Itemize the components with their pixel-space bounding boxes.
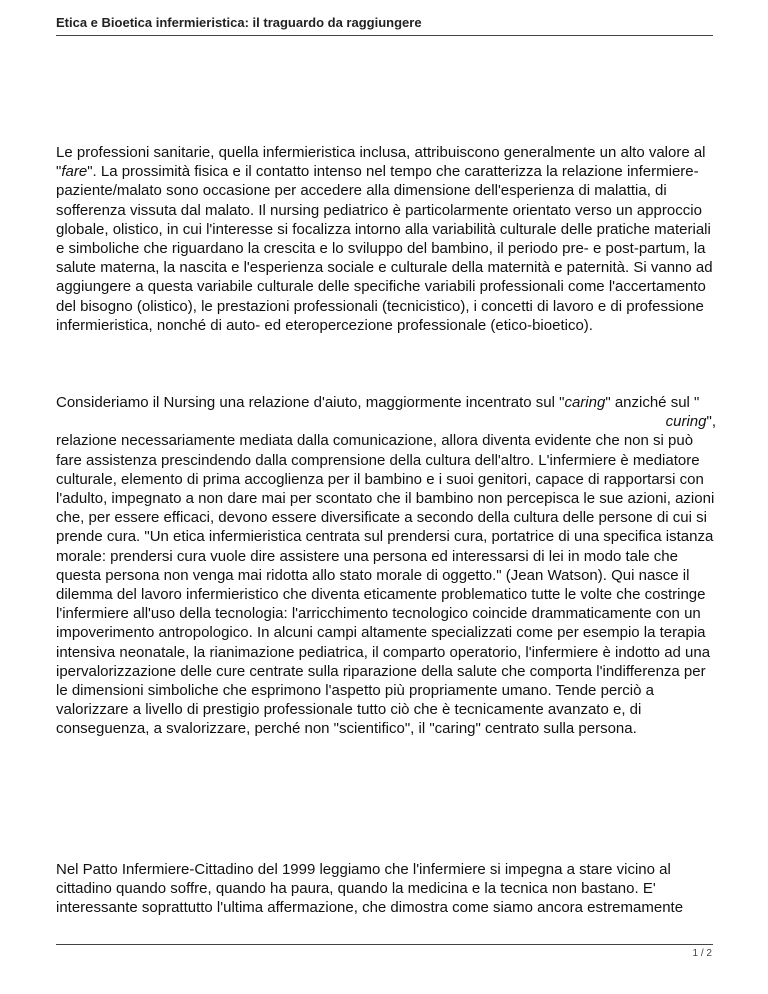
- paragraph-1-text-a: Le professioni sanitarie, quella infermieristica inclusa, attribuiscono generalmente un alto valore al ": [56, 144, 706, 181]
- paragraph-1-text-b: ". La prossimità fisica e il contatto intenso nel tempo che caratterizza la relazione infermiere-paziente/malato sono occasione per accedere alla dimensione dell'esperienza di malattia, di sofferenza vissuta dal malato. Il nursing pediatrico è particolarmente orientato verso un approccio globale, olistico, in cui l'interesse si focalizza intorno alla variabilità culturale delle pratiche materiali e simboliche che riguardano la crescita e lo sviluppo del bambino, il periodo pre- e post-partum, la salute materna, la nascita e l'esperienza sociale e culturale della maternità e paternità. Si vanno ad aggiungere a questa variabile culturale delle specifiche variabili professionali come l'accertamento del bisogno (olistico), le prestazioni professionali (tecnicistico), i concetti di lavoro e di professione infermieristica, nonché di auto- ed eteropercezione professionale (etico-bioetico).: [56, 163, 713, 334]
- paragraph-2-right-line: [56, 412, 716, 431]
- paragraph-2-emphasis-curing: curing: [665, 413, 707, 431]
- header-divider: [56, 35, 713, 36]
- page-title: Etica e Bioetica infermieristica: il traguardo da raggiungere: [56, 15, 422, 30]
- paragraph-2-text-d: relazione necessariamente mediata dalla comunicazione, allora diventa evidente che non si può fare assistenza prescindendo dalla comprensione della cultura dell'altro. L'infermiere è mediatore culturale, elemento di prima accoglienza per il bambino e i suoi genitori, capace di rapportarsi con l'adulto, impegnato a non dare mai per scontato che il bambino non percepisca le sue azioni, azioni che, per essere efficaci, devono essere diversificate a secondo della cultura delle persone di cui si prende cura. "Un etica infermieristica centrata sul prendersi cura, portatrice di una specifica istanza morale: prendersi cura vuole dire assistere una persona ed interessarsi di lei in modo tale che questa persona non venga mai ridotta allo stato morale di oggetto." (Jean Watson). Qui nasce il dilemma del lavoro infermieristico che diventa eticamente problematico tutte le volte che costringe l'infermiere all'uso della tecnologia: l'arricchimento tecnologico coincide drammaticamente con un impoverimento antropologico. In alcuni campi altamente specializzati come per esempio la terapia intensiva neonatale, la rianimazione pediatrica, il comparto operatorio, l'infermiere è indotto ad una ipervalorizzazione delle cure centrate sulla riparazione della salute che comporta l'indifferenza per le dimensioni simboliche che esprimono l'aspetto più propriamente umano. Tende perciò a valorizzare a livello di prestigio professionale tutto ciò che è tecnicamente avanzato e, di conseguenza, a svalorizzare, perché non "scientifico", il "caring" centrato sulla persona.: [56, 432, 715, 738]
- paragraph-3: Nel Patto Infermiere-Cittadino del 1999 leggiamo che l'infermiere si impegna a stare vicino al cittadino quando soffre, quando ha paura, quando la medicina e la tecnica non bastano. E' interessante soprattutto l'ultima affermazione, che dimostra come siamo ancora estremamente: [56, 861, 684, 917]
- paragraph-2-emphasis-caring: caring: [564, 394, 606, 411]
- page-number: 1 / 2: [692, 948, 712, 959]
- paragraph-2: [56, 393, 716, 739]
- paragraph-2-text-b: " anziché sul ": [605, 394, 700, 411]
- paragraph-1-emphasis: fare: [61, 163, 88, 181]
- paragraph-2-text-c: ",: [706, 413, 716, 431]
- paragraph-2-text-a: Consideriamo il Nursing una relazione d'aiuto, maggiormente incentrato sul ": [56, 394, 565, 411]
- paragraph-1: [56, 143, 716, 335]
- footer-divider: [56, 944, 713, 945]
